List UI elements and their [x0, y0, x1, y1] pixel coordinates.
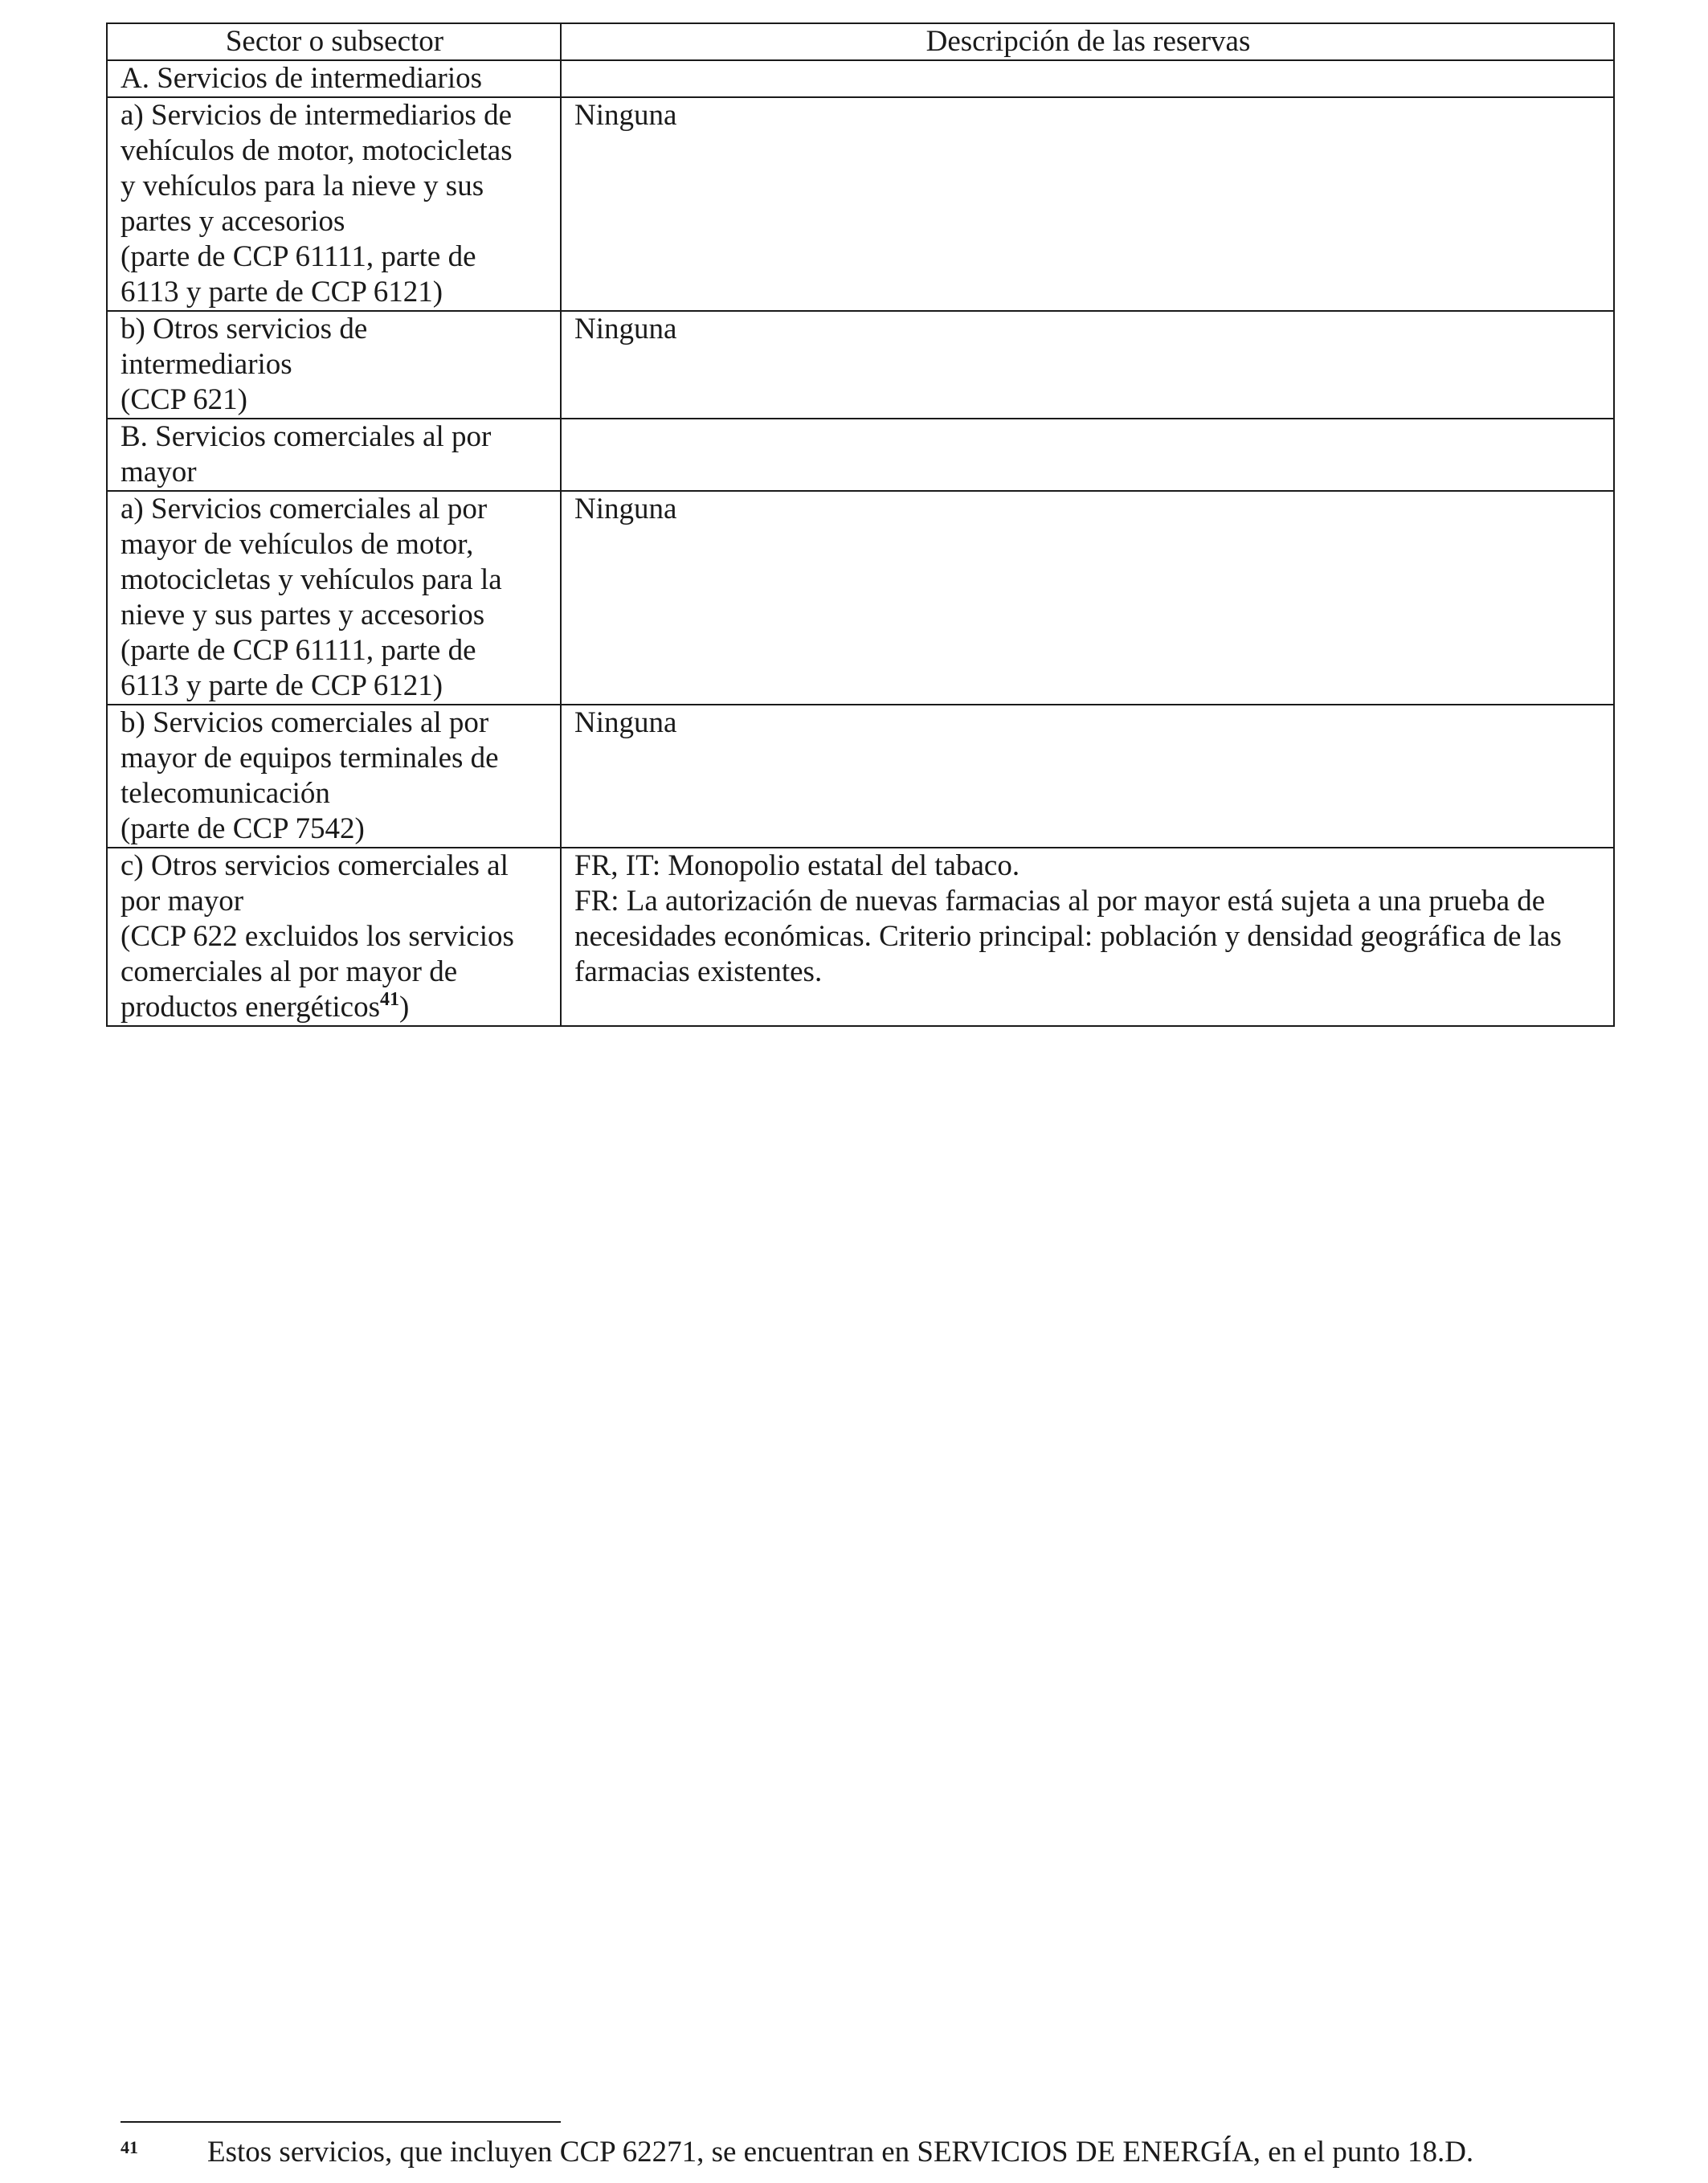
footnote-text: Estos servicios, que incluyen CCP 62271, se encuentran en SERVICIOS DE ENERGÍA, en el punto 18.D.: [207, 2136, 1474, 2169]
sector-line: (CCP 622 excluidos los servicios: [121, 920, 514, 953]
footnote-number: 41: [121, 2137, 138, 2157]
descripcion-line: farmacias existentes.: [574, 955, 823, 988]
sector-line: comerciales al por mayor de: [121, 955, 458, 988]
sector-line: a) Servicios comerciales al por: [121, 493, 488, 525]
cell-sector: [107, 705, 561, 848]
cell-descripcion: [561, 705, 1614, 848]
cell-sector: [107, 491, 561, 705]
descripcion-line: Ninguna: [574, 706, 677, 739]
cell-descripcion: [561, 97, 1614, 311]
cell-sector: [107, 97, 561, 311]
table-row: [107, 419, 1614, 491]
descripcion-line: Ninguna: [574, 313, 677, 345]
sector-line: intermediarios: [121, 348, 292, 381]
reservations-table: [106, 22, 1615, 1027]
sector-line: telecomunicación: [121, 777, 330, 810]
sector-line: nieve y sus partes y accesorios: [121, 599, 485, 632]
sector-line: 6113 y parte de CCP 6121): [121, 276, 443, 309]
sector-line: mayor de equipos terminales de: [121, 742, 499, 775]
header-sector: Sector o subsector: [107, 23, 561, 60]
table-row: [107, 848, 1614, 1026]
table-row: [107, 97, 1614, 311]
sector-line: productos energéticos: [121, 991, 380, 1024]
cell-descripcion: [561, 311, 1614, 419]
sector-line: B. Servicios comerciales al por: [121, 420, 492, 453]
descripcion-line: Ninguna: [574, 493, 677, 525]
sector-line: b) Otros servicios de: [121, 313, 368, 345]
header-descripcion: Descripción de las reservas: [561, 23, 1614, 60]
descripcion-line: necesidades económicas. Criterio principal: población y densidad geográfica de las: [574, 920, 1562, 953]
sector-line: mayor: [121, 456, 197, 489]
sector-line: (parte de CCP 61111, parte de: [121, 634, 476, 667]
cell-descripcion: [561, 60, 1614, 97]
sector-line: (parte de CCP 7542): [121, 812, 365, 845]
sector-line: a) Servicios de intermediarios de: [121, 99, 512, 132]
sector-line: y vehículos para la nieve y sus: [121, 170, 484, 202]
sector-line: motocicletas y vehículos para la: [121, 563, 502, 596]
cell-sector: [107, 419, 561, 491]
cell-sector: [107, 848, 561, 1026]
sector-line: por mayor: [121, 885, 244, 918]
footnote-reference[interactable]: 41: [379, 989, 399, 1010]
sector-line: mayor de vehículos de motor,: [121, 528, 474, 561]
cell-sector: [107, 311, 561, 419]
cell-descripcion: [561, 491, 1614, 705]
sector-line: 6113 y parte de CCP 6121): [121, 669, 443, 702]
descripcion-line: FR: La autorización de nuevas farmacias al por mayor está sujeta a una prueba de: [574, 885, 1546, 918]
sector-line: A. Servicios de intermediarios: [121, 62, 483, 95]
cell-descripcion: [561, 419, 1614, 491]
sector-line: (parte de CCP 61111, parte de: [121, 240, 476, 273]
descripcion-line: FR, IT: Monopolio estatal del tabaco.: [574, 849, 1020, 882]
cell-descripcion: [561, 848, 1614, 1026]
table-body: [107, 60, 1614, 1026]
sector-line: partes y accesorios: [121, 205, 345, 238]
table-row: [107, 491, 1614, 705]
table-header-row: [107, 23, 1614, 60]
table-row: [107, 705, 1614, 848]
table-row: [107, 311, 1614, 419]
sector-line: b) Servicios comerciales al por: [121, 706, 489, 739]
sector-line: c) Otros servicios comerciales al: [121, 849, 509, 882]
footnote-separator: [121, 2121, 561, 2123]
sector-line-with-footnote: [121, 990, 549, 1025]
cell-sector: [107, 60, 561, 97]
sector-line: (CCP 621): [121, 383, 247, 416]
descripcion-line: Ninguna: [574, 99, 677, 132]
sector-line: vehículos de motor, motocicletas: [121, 134, 513, 167]
sector-tail: ): [398, 991, 410, 1024]
table-row: [107, 60, 1614, 97]
